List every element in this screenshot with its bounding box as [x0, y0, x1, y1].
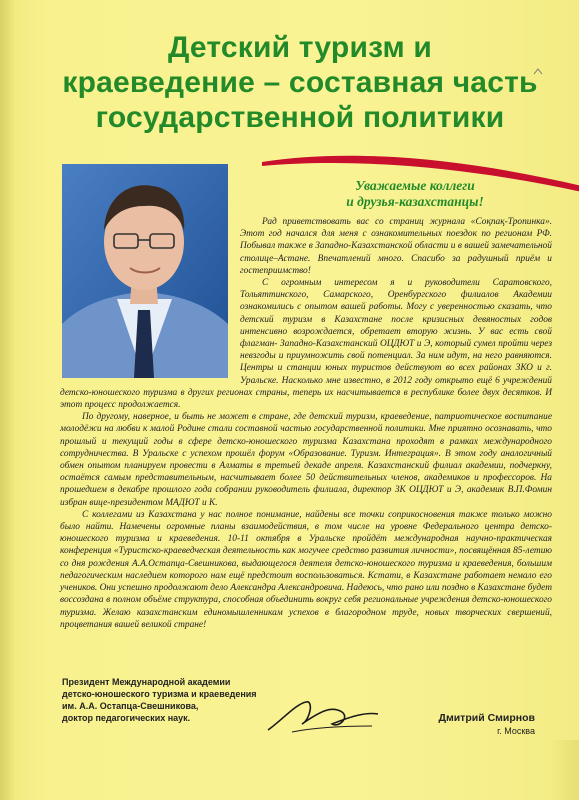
- greeting-line-1: Уважаемые коллеги: [355, 178, 475, 193]
- article-body: [60, 216, 552, 631]
- author-credentials: [62, 676, 282, 724]
- title-line-2: краеведение – составная часть: [62, 66, 538, 99]
- credentials-line-2: детско-юношеского туризма и краеведения: [62, 689, 257, 699]
- credentials-line-3: им. А.А. Остапца-Свешникова,: [62, 701, 199, 711]
- credentials-line-4: доктор педагогических наук.: [62, 713, 191, 723]
- paragraph-2: С огромным интересом я и руководители Саратовского, Тольяттинского, Самарского, Оренбургского филиалов Академии ознакомились с опытом вашей работы. Могу с уверенностью сказать, что детский туризм в Казахстане после кризисных девяностых годов интенсивно возрождается, обретает вторую жизнь. У вас есть свой флагман- Западно-Казахстанский ОЦДЮТ и Э, который сумел пройти через невзгоды и приумножить свой потенциал. За ним идут, на него равняются. Центры и станции юных туристов действуют во всех районах ЗКО и г. Уральске. Насколько мне известно, в 2012 году открыто ещё 6 учреждений детско-юношеского туризма в других регионах страны, теперь их насчитывается в республике более двух десятков. И этот процесс продолжается.: [60, 278, 552, 411]
- author-signature-block: [385, 712, 535, 738]
- page-edge-shadow: [549, 740, 579, 800]
- signature-icon: [262, 690, 382, 740]
- printer-mark-icon: [533, 68, 543, 76]
- title-line-1: Детский туризм и: [167, 31, 433, 64]
- author-city: г. Москва: [497, 726, 535, 736]
- author-name: Дмитрий Смирнов: [438, 712, 535, 724]
- greeting-line-2: и друзья-казахстанцы!: [346, 194, 484, 209]
- title-line-3: государственной политики: [95, 101, 505, 134]
- article-title: [40, 30, 560, 135]
- page-spine-shadow: [0, 0, 14, 800]
- paragraph-3: По другому, наверное, и быть не может в стране, где детский туризм, краеведение, патриотическое воспитание молодёжи на любви к малой Родине стали составной частью государственной политики. Мне приятно осознавать, что прошлый и текущий годы в сфере детско-юношеского туризма Казахстана проходят в рамках международного сотрудничества. В Уральске с успехом прошёл форум «Образование. Туризм. Интеграция». В этом году аналогичный обмен опытом планируем провести в Алматы в третьей декаде апреля. Казахстанский филиал академии, подчеркну, остаётся самым представительным, насчитывает более 50 действительных членов, академиков и профессоров. На прошедшем в декабре прошлого года собрании руководитель филиала, директор ЗК ОЦДЮТ и Э, академик В.П.Фомин избран вице-президентом МАДЮТ и К.: [60, 412, 552, 508]
- paragraph-1: Рад приветствовать вас со страниц журнала «Соқпақ-Тропинка». Этот год начался для меня с ознакомительных поездок по регионам РФ. Побывал также в Западно-Казахстанской области и в вашей замечательной столице–Астане. Впечатлений много. Спасибо за радушный приём и гостеприимство!: [240, 217, 552, 276]
- credentials-line-1: Президент Международной академии: [62, 677, 231, 687]
- paragraph-4: С коллегами из Казахстана у нас полное понимание, найдены все точки соприкосновения также только можно было найти. Намечены огромные планы взаимодействия, в том числе на уровне Федерального центра детско-юношеского туризма и краеведения. 10-11 октября в Уральске пройдёт международная научно-практическая конференция «Туристско-краеведческая деятельность как могучее средство развития личности», посвящённая 85-летию со дня рождения А.А.Остапца-Свешникова, выдающегося деятеля детско-юношеского туризма и краеведения, большим педагогическим наследием которого нам ещё предстоит воспользоваться. Кстати, в Казахстане работает немало его учеников. Они успешно продолжают дело Александра Александровича. Надеюсь, что рано или поздно в Казахстане будет воссоздана в полном объёме структура, способная объединить вокруг себя региональные учреждения детско-юношеского туризма. Желаю казахстанским единомышленникам успехов в благородном труде, новых творческих свершений, процветания вашей великой стране!: [60, 509, 552, 630]
- greeting-heading: [300, 178, 530, 210]
- photo-spacer: [60, 216, 240, 386]
